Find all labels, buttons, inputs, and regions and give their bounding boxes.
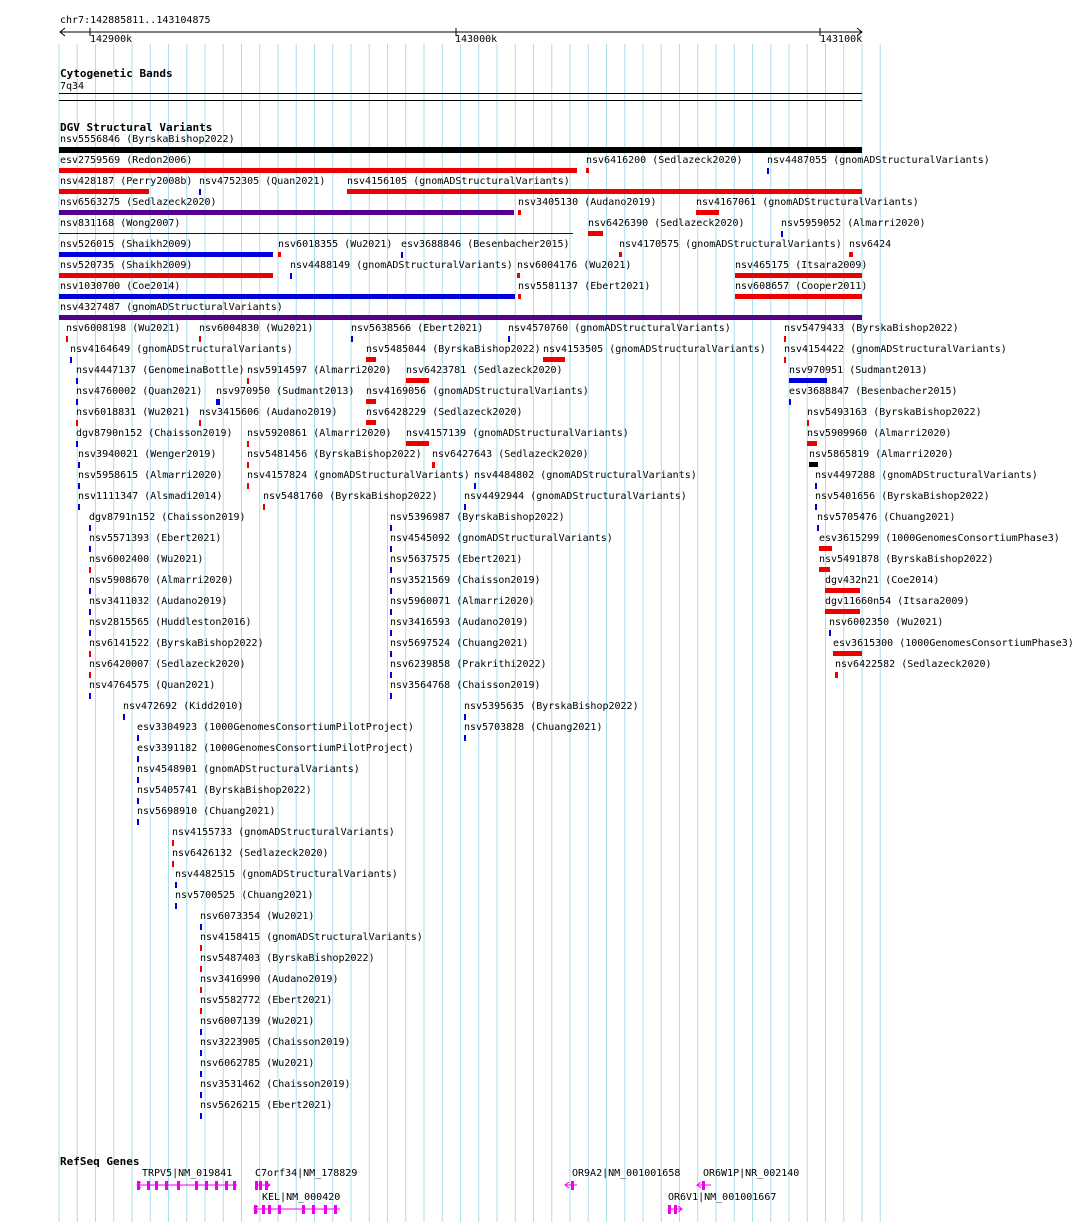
variant-bar[interactable] [586, 168, 589, 173]
variant-bar[interactable] [175, 903, 177, 909]
variant-bar[interactable] [474, 483, 476, 489]
variant-bar[interactable] [199, 336, 201, 342]
variant-bar[interactable] [390, 693, 392, 699]
variant-bar[interactable] [76, 420, 78, 426]
variant-label[interactable]: nsv4570760 (gnomADStructuralVariants) [508, 323, 731, 334]
variant-bar[interactable] [247, 378, 249, 384]
variant-bar[interactable] [59, 147, 862, 153]
variant-bar[interactable] [819, 567, 830, 572]
gene-glyph[interactable] [695, 1180, 715, 1192]
variant-bar[interactable] [406, 441, 429, 446]
variant-label[interactable]: nsv3940021 (Wenger2019) [78, 449, 217, 460]
variant-bar[interactable] [89, 693, 91, 699]
variant-label[interactable]: nsv5865819 (Almarri2020) [809, 449, 954, 460]
ruler-tick-label: 143000k [455, 34, 498, 45]
variant-label[interactable]: nsv4157139 (gnomADStructuralVariants) [406, 428, 629, 439]
variant-bar[interactable] [89, 651, 91, 657]
variant-bar[interactable] [200, 945, 202, 951]
variant-bar[interactable] [59, 252, 273, 257]
variant-label[interactable]: nsv4170575 (gnomADStructuralVariants) [619, 239, 842, 250]
variant-bar[interactable] [781, 231, 783, 237]
variant-label[interactable]: nsv5626215 (Ebert2021) [200, 1100, 333, 1111]
variant-label[interactable]: nsv970951 (Sudmant2013) [789, 365, 928, 376]
variant-label[interactable]: dgv11660n54 (Itsara2009) [825, 596, 970, 607]
variant-bar[interactable] [78, 483, 80, 489]
variant-label[interactable]: nsv6420007 (Sedlazeck2020) [89, 659, 246, 670]
variant-bar[interactable] [89, 546, 91, 552]
variant-bar[interactable] [735, 294, 862, 299]
variant-bar[interactable] [347, 189, 862, 194]
variant-label[interactable]: nsv5571393 (Ebert2021) [89, 533, 222, 544]
variant-bar[interactable] [200, 1071, 202, 1077]
variant-label[interactable]: nsv5395635 (ByrskaBishop2022) [464, 701, 639, 712]
variant-bar[interactable] [807, 420, 809, 426]
variant-bar[interactable] [247, 462, 249, 468]
variant-bar[interactable] [137, 756, 139, 762]
variant-bar[interactable] [390, 609, 392, 615]
variant-bar[interactable] [200, 1029, 202, 1035]
cytoband-line [59, 93, 862, 94]
variant-label[interactable]: esv3615299 (1000GenomesConsortiumPhase3) [819, 533, 1060, 544]
variant-label[interactable]: esv3615300 (1000GenomesConsortiumPhase3) [833, 638, 1074, 649]
variant-label[interactable]: nsv4484802 (gnomADStructuralVariants) [474, 470, 697, 481]
variant-label[interactable]: nsv5638566 (Ebert2021) [351, 323, 484, 334]
variant-bar[interactable] [390, 651, 392, 657]
variant-label[interactable]: nsv5637575 (Ebert2021) [390, 554, 523, 565]
variant-label[interactable]: nsv2815565 (Huddleston2016) [89, 617, 252, 628]
variant-label[interactable]: nsv5485044 (ByrskaBishop2022) [366, 344, 541, 355]
track-title-refseq[interactable]: RefSeq Genes [60, 1155, 140, 1168]
variant-bar[interactable] [89, 609, 91, 615]
variant-bar[interactable] [390, 588, 392, 594]
variant-bar[interactable] [59, 273, 273, 278]
variant-label[interactable]: nsv5909960 (Almarri2020) [807, 428, 952, 439]
variant-label[interactable]: nsv6007139 (Wu2021) [200, 1016, 315, 1027]
variant-label[interactable]: nsv831168 (Wong2007) [60, 218, 181, 229]
variant-label[interactable]: nsv5960071 (Almarri2020) [390, 596, 535, 607]
variant-bar[interactable] [809, 462, 818, 467]
variant-bar[interactable] [464, 714, 466, 720]
variant-label[interactable]: nsv6018831 (Wu2021) [76, 407, 191, 418]
variant-label[interactable]: nsv6563275 (Sedlazeck2020) [60, 197, 217, 208]
variant-label[interactable]: nsv5908670 (Almarri2020) [89, 575, 234, 586]
variant-label[interactable]: esv2759569 (Redon2006) [60, 155, 193, 166]
variant-label[interactable]: nsv4497288 (gnomADStructuralVariants) [815, 470, 1038, 481]
variant-label[interactable]: nsv6423781 (Sedlazeck2020) [406, 365, 563, 376]
variant-label[interactable]: dgv8791n152 (Chaisson2019) [89, 512, 246, 523]
variant-bar[interactable] [735, 273, 862, 278]
variant-bar[interactable] [70, 357, 72, 363]
variant-bar[interactable] [401, 252, 403, 258]
gene-glyph[interactable] [563, 1180, 581, 1192]
variant-bar[interactable] [366, 357, 376, 362]
variant-bar[interactable] [200, 924, 202, 930]
variant-label[interactable]: nsv5405741 (ByrskaBishop2022) [137, 785, 312, 796]
variant-label[interactable]: nsv6239858 (Prakrithi2022) [390, 659, 547, 670]
variant-label[interactable]: nsv5582772 (Ebert2021) [200, 995, 333, 1006]
variant-bar[interactable] [518, 210, 521, 215]
variant-bar[interactable] [390, 630, 392, 636]
variant-bar[interactable] [89, 630, 91, 636]
variant-label[interactable]: nsv3531462 (Chaisson2019) [200, 1079, 351, 1090]
variant-label[interactable]: nsv1111347 (Alsmadi2014) [78, 491, 223, 502]
variant-bar[interactable] [767, 168, 769, 174]
variant-label[interactable]: nsv4488149 (gnomADStructuralVariants) [290, 260, 513, 271]
track-title-dgv[interactable]: DGV Structural Variants [60, 121, 213, 134]
variant-bar[interactable] [366, 420, 376, 425]
variant-label[interactable]: nsv6002400 (Wu2021) [89, 554, 204, 565]
variant-bar[interactable] [199, 420, 201, 426]
variant-label[interactable]: nsv3411032 (Audano2019) [89, 596, 228, 607]
variant-bar[interactable] [829, 630, 831, 636]
gene-label[interactable]: OR6V1|NM_001001667 [668, 1192, 777, 1203]
variant-bar[interactable] [432, 462, 435, 468]
variant-label[interactable]: nsv4482515 (gnomADStructuralVariants) [175, 869, 398, 880]
variant-bar[interactable] [123, 714, 125, 720]
gene-glyph[interactable] [135, 1180, 241, 1192]
variant-label[interactable]: nsv5487403 (ByrskaBishop2022) [200, 953, 375, 964]
variant-bar[interactable] [278, 252, 281, 257]
variant-bar[interactable] [619, 252, 622, 257]
variant-label[interactable]: nsv6073354 (Wu2021) [200, 911, 315, 922]
variant-label[interactable]: nsv3415606 (Audano2019) [199, 407, 338, 418]
variant-bar[interactable] [366, 399, 376, 404]
variant-label[interactable]: nsv4158415 (gnomADStructuralVariants) [200, 932, 423, 943]
variant-bar[interactable] [89, 672, 91, 678]
variant-label[interactable]: nsv970950 (Sudmant2013) [216, 386, 355, 397]
gene-label[interactable]: OR9A2|NM_001001658 [572, 1168, 681, 1179]
gene-label[interactable]: TRPV5|NM_019841 [142, 1168, 233, 1179]
variant-label[interactable]: nsv5491878 (ByrskaBishop2022) [819, 554, 994, 565]
variant-bar[interactable] [89, 525, 91, 531]
variant-bar[interactable] [817, 525, 819, 531]
variant-bar[interactable] [78, 504, 80, 510]
variant-bar[interactable] [76, 399, 78, 405]
variant-label[interactable]: nsv5396987 (ByrskaBishop2022) [390, 512, 565, 523]
variant-bar[interactable] [137, 735, 139, 741]
variant-label[interactable]: nsv6004176 (Wu2021) [517, 260, 632, 271]
variant-bar[interactable] [66, 336, 68, 342]
variant-bar[interactable] [78, 462, 80, 468]
variant-label[interactable]: esv3688846 (Besenbacher2015) [401, 239, 570, 250]
variant-label[interactable]: nsv4764575 (Quan2021) [89, 680, 216, 691]
gene-label[interactable]: C7orf34|NM_178829 [255, 1168, 358, 1179]
variant-label[interactable]: nsv472692 (Kidd2010) [123, 701, 244, 712]
variant-label[interactable]: nsv6416200 (Sedlazeck2020) [586, 155, 743, 166]
track-title-cytogenetic[interactable]: Cytogenetic Bands [60, 67, 173, 80]
ruler-tick-label: 143100k [820, 34, 863, 45]
variant-bar[interactable] [833, 651, 862, 656]
variant-bar[interactable] [390, 567, 392, 573]
variant-label[interactable]: nsv6002350 (Wu2021) [829, 617, 944, 628]
variant-bar[interactable] [137, 798, 139, 804]
variant-bar[interactable] [200, 1092, 202, 1098]
variant-bar[interactable] [59, 168, 577, 173]
variant-bar[interactable] [807, 441, 817, 446]
variant-bar[interactable] [390, 546, 392, 552]
variant-bar[interactable] [137, 777, 139, 783]
variant-label[interactable]: nsv6426132 (Sedlazeck2020) [172, 848, 329, 859]
variant-bar[interactable] [849, 252, 853, 257]
variant-label[interactable]: dgv8790n152 (Chaisson2019) [76, 428, 233, 439]
variant-label[interactable]: nsv5556846 (ByrskaBishop2022) [60, 134, 235, 145]
variant-bar[interactable] [819, 546, 832, 551]
variant-bar[interactable] [59, 315, 862, 320]
variant-label[interactable]: nsv6427643 (Sedlazeck2020) [432, 449, 589, 460]
variant-bar[interactable] [390, 672, 392, 678]
variant-label[interactable]: nsv5479433 (ByrskaBishop2022) [784, 323, 959, 334]
variant-bar[interactable] [200, 966, 202, 972]
variant-label[interactable]: nsv6008198 (Wu2021) [66, 323, 181, 334]
variant-label[interactable]: nsv5705476 (Chuang2021) [817, 512, 956, 523]
variant-label[interactable]: nsv5700525 (Chuang2021) [175, 890, 314, 901]
variant-bar[interactable] [200, 1113, 202, 1119]
variant-label[interactable]: nsv4169056 (gnomADStructuralVariants) [366, 386, 589, 397]
variant-label[interactable]: nsv4154422 (gnomADStructuralVariants) [784, 344, 1007, 355]
variant-bar[interactable] [815, 483, 817, 489]
variant-label[interactable]: esv3688847 (Besenbacher2015) [789, 386, 958, 397]
variant-label[interactable]: nsv5481760 (ByrskaBishop2022) [263, 491, 438, 502]
variant-label[interactable]: nsv3416990 (Audano2019) [200, 974, 339, 985]
variant-bar[interactable] [199, 189, 201, 195]
variant-bar[interactable] [464, 504, 466, 510]
variant-label[interactable]: nsv5914597 (Almarri2020) [247, 365, 392, 376]
variant-bar[interactable] [59, 189, 149, 194]
variant-label[interactable]: nsv4548901 (gnomADStructuralVariants) [137, 764, 360, 775]
variant-label[interactable]: nsv4164649 (gnomADStructuralVariants) [70, 344, 293, 355]
variant-bar[interactable] [172, 840, 174, 846]
variant-bar[interactable] [518, 294, 521, 299]
variant-label[interactable]: nsv5703828 (Chuang2021) [464, 722, 603, 733]
variant-label[interactable]: nsv3521569 (Chaisson2019) [390, 575, 541, 586]
variant-bar[interactable] [815, 504, 817, 510]
variant-label[interactable]: nsv608657 (Cooper2011) [735, 281, 868, 292]
variant-label[interactable]: nsv5698910 (Chuang2021) [137, 806, 276, 817]
gene-glyph[interactable] [252, 1204, 344, 1216]
variant-label[interactable]: nsv3405130 (Audano2019) [518, 197, 657, 208]
variant-bar[interactable] [789, 378, 827, 383]
ruler-tick-label: 142900k [90, 34, 133, 45]
cytoband-label: 7q34 [60, 81, 85, 92]
variant-label[interactable]: dgv432n21 (Coe2014) [825, 575, 940, 586]
variant-bar[interactable] [784, 336, 786, 342]
variant-bar[interactable] [59, 233, 573, 234]
variant-label[interactable]: nsv4167061 (gnomADStructuralVariants) [696, 197, 919, 208]
variant-label[interactable]: esv3391182 (1000GenomesConsortiumPilotProject) [137, 743, 414, 754]
gene-glyph[interactable] [666, 1204, 686, 1216]
variant-label[interactable]: nsv4157824 (gnomADStructuralVariants) [247, 470, 470, 481]
variant-label[interactable]: nsv5581137 (Ebert2021) [518, 281, 651, 292]
variant-bar[interactable] [247, 483, 249, 489]
coordinate-label: chr7:142885811..143104875 [60, 15, 211, 26]
variant-bar[interactable] [200, 1008, 202, 1014]
variant-label[interactable]: nsv4487055 (gnomADStructuralVariants) [767, 155, 990, 166]
variant-label[interactable]: nsv4327487 (gnomADStructuralVariants) [60, 302, 283, 313]
variant-label[interactable]: nsv4153505 (gnomADStructuralVariants) [543, 344, 766, 355]
variant-bar[interactable] [406, 378, 429, 383]
variant-bar[interactable] [588, 231, 603, 236]
variant-label[interactable]: nsv6426390 (Sedlazeck2020) [588, 218, 745, 229]
variant-bar[interactable] [825, 588, 860, 593]
variant-bar[interactable] [59, 294, 515, 299]
variant-label[interactable]: nsv5958615 (Almarri2020) [78, 470, 223, 481]
variant-label[interactable]: nsv526015 (Shaikh2009) [60, 239, 193, 250]
variant-bar[interactable] [216, 399, 220, 405]
variant-bar[interactable] [89, 588, 91, 594]
variant-bar[interactable] [825, 609, 860, 614]
variant-bar[interactable] [200, 987, 202, 993]
cytoband-line [59, 100, 862, 101]
variant-label[interactable]: nsv5493163 (ByrskaBishop2022) [807, 407, 982, 418]
gene-label[interactable]: OR6W1P|NR_002140 [703, 1168, 800, 1179]
variant-bar[interactable] [59, 210, 514, 215]
variant-bar[interactable] [263, 504, 265, 510]
variant-bar[interactable] [464, 735, 466, 741]
variant-label[interactable]: nsv6062785 (Wu2021) [200, 1058, 315, 1069]
variant-label[interactable]: nsv428187 (Perry2008b) [60, 176, 193, 187]
variant-label[interactable]: nsv5697524 (Chuang2021) [390, 638, 529, 649]
variant-label[interactable]: nsv4545092 (gnomADStructuralVariants) [390, 533, 613, 544]
variant-bar[interactable] [247, 441, 249, 447]
variant-bar[interactable] [137, 819, 139, 825]
variant-bar[interactable] [390, 525, 392, 531]
variant-bar[interactable] [76, 441, 78, 447]
variant-label[interactable]: nsv4156105 (gnomADStructuralVariants) [347, 176, 570, 187]
variant-label[interactable]: nsv3416593 (Audano2019) [390, 617, 529, 628]
variant-label[interactable]: nsv6428229 (Sedlazeck2020) [366, 407, 523, 418]
variant-label[interactable]: nsv5920861 (Almarri2020) [247, 428, 392, 439]
gene-label[interactable]: KEL|NM_000420 [262, 1192, 341, 1203]
variant-label[interactable]: nsv4447137 (GenomeinaBottle) [76, 365, 245, 376]
variant-bar[interactable] [89, 567, 91, 573]
variant-label[interactable]: nsv3223905 (Chaisson2019) [200, 1037, 351, 1048]
variant-label[interactable]: nsv6422582 (Sedlazeck2020) [835, 659, 992, 670]
variant-label[interactable]: nsv5959052 (Almarri2020) [781, 218, 926, 229]
variant-bar[interactable] [508, 336, 510, 342]
variant-label[interactable]: nsv4752305 (Quan2021) [199, 176, 326, 187]
variant-bar[interactable] [784, 357, 786, 363]
variant-label[interactable]: nsv4492944 (gnomADStructuralVariants) [464, 491, 687, 502]
variant-bar[interactable] [543, 357, 565, 362]
variant-bar[interactable] [351, 336, 353, 342]
variant-label[interactable]: nsv6141522 (ByrskaBishop2022) [89, 638, 264, 649]
variant-label[interactable]: nsv6004830 (Wu2021) [199, 323, 314, 334]
variant-bar[interactable] [76, 378, 78, 384]
variant-label[interactable]: nsv3564768 (Chaisson2019) [390, 680, 541, 691]
variant-bar[interactable] [175, 882, 177, 888]
variant-label[interactable]: nsv5401656 (ByrskaBishop2022) [815, 491, 990, 502]
variant-label[interactable]: nsv4760002 (Quan2021) [76, 386, 203, 397]
variant-label[interactable]: nsv4155733 (gnomADStructuralVariants) [172, 827, 395, 838]
gene-glyph[interactable] [253, 1180, 274, 1192]
variant-bar[interactable] [200, 1050, 202, 1056]
variant-bar[interactable] [517, 273, 520, 278]
variant-label[interactable]: nsv6424 [849, 239, 892, 250]
variant-bar[interactable] [696, 210, 719, 215]
variant-label[interactable]: nsv6018355 (Wu2021) [278, 239, 393, 250]
variant-bar[interactable] [172, 861, 174, 867]
variant-label[interactable]: esv3304923 (1000GenomesConsortiumPilotProject) [137, 722, 414, 733]
variant-label[interactable]: nsv465175 (Itsara2009) [735, 260, 868, 271]
variant-label[interactable]: nsv1030700 (Coe2014) [60, 281, 181, 292]
variant-label[interactable]: nsv5481456 (ByrskaBishop2022) [247, 449, 422, 460]
variant-bar[interactable] [290, 273, 292, 279]
variant-bar[interactable] [789, 399, 791, 405]
variant-bar[interactable] [835, 672, 838, 678]
variant-label[interactable]: nsv520735 (Shaikh2009) [60, 260, 193, 271]
